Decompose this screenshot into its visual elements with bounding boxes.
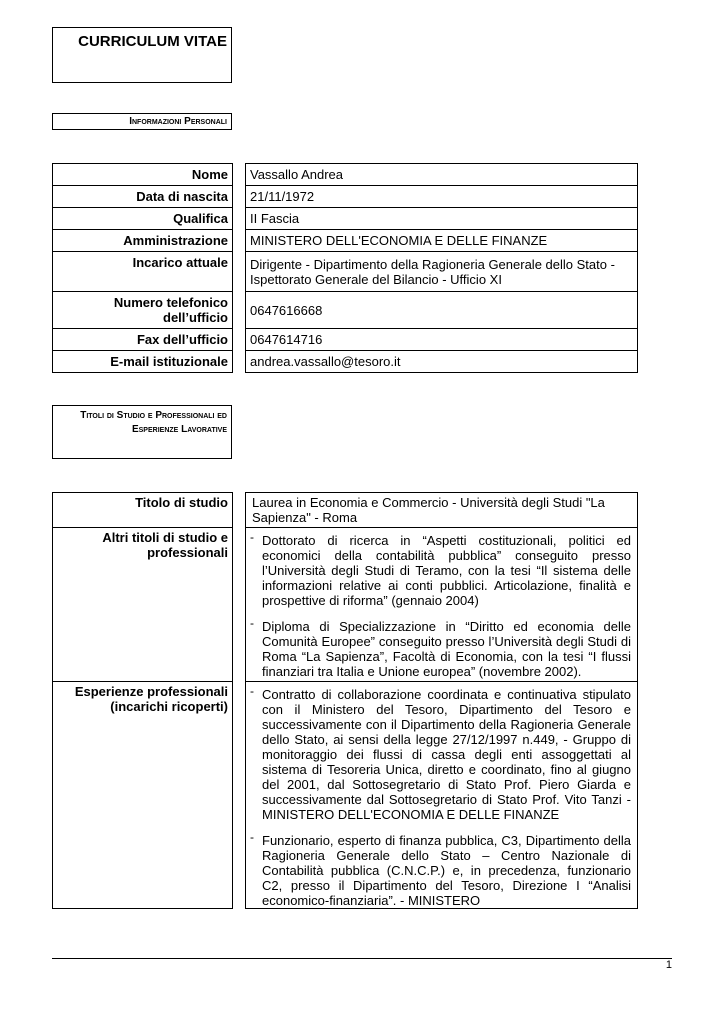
personal-row	[53, 164, 638, 186]
row-value	[246, 528, 638, 682]
section-heading-studies: Titoli di Studio e Professionali ed Esperienze Lavorative	[52, 405, 232, 459]
row-value: andrea.vassallo@tesoro.it	[246, 351, 638, 373]
row-label: Amministrazione	[53, 230, 233, 252]
personal-row	[53, 252, 638, 292]
row-label: Qualifica	[53, 208, 233, 230]
list-item: - Funzionario, esperto di finanza pubblica, C3, Dipartimento della Ragioneria Generale dello Stato – Centro Nazionale di Contabilità pubblica (C.N.C.P.) e, in precedenza, funzionario C2, presso il Dipartimento del Tesoro, Direzione I “Analisi economico-finanziaria”. - MINISTERO	[250, 830, 631, 908]
row-value: 0647614716	[246, 329, 638, 351]
row-label: Incarico attuale	[53, 252, 233, 292]
personal-row	[53, 329, 638, 351]
list-item: - Dottorato di ricerca in “Aspetti costituzionali, politici ed economici della contabilità pubblica” conseguito presso l’Università degli Studi di Teramo, con la tesi “Il sistema delle informazioni relative ai conti pubblici. Articolazione, finalità e prospettive di riforma” (gennaio 2004)	[250, 530, 631, 608]
section-heading-personal: Informazioni Personali	[52, 113, 232, 130]
studies-row-altri	[53, 528, 638, 682]
personal-row	[53, 208, 638, 230]
list-item: - Contratto di collaborazione coordinata e continuativa stipulato con il Ministero del Tesoro, Dipartimento del Tesoro e successivamente con il Dipartimento della Ragioneria Generale dello Stato, ai sensi della legge 27/12/1997 n.449, - Gruppo di monitoraggio dei flussi di cassa degli enti assoggettati al sistema di Tesoreria Unica, diretto e coordinato, fino al giugno del 2001, dal Sottosegretario di Stato Prof. Piero Giarda e successivamente dal Sottosegretario di Stato Prof. Vito Tanzi - MINISTERO DELL'ECONOMIA E DELLE FINANZE	[250, 684, 631, 822]
row-label: Nome	[53, 164, 233, 186]
row-label: E-mail istituzionale	[53, 351, 233, 373]
studies-row-esperienze	[53, 682, 638, 909]
row-value: Dirigente - Dipartimento della Ragioneria Generale dello Stato - Ispettorato Generale del Bilancio - Ufficio XI	[246, 252, 638, 292]
row-label: Fax dell’ufficio	[53, 329, 233, 351]
footer-divider	[52, 958, 672, 959]
personal-row	[53, 186, 638, 208]
personal-info-table	[52, 163, 638, 373]
row-value: MINISTERO DELL'ECONOMIA E DELLE FINANZE	[246, 230, 638, 252]
personal-row	[53, 351, 638, 373]
row-label: Altri titoli di studio e professionali	[53, 528, 233, 682]
row-label: Titolo di studio	[53, 493, 233, 528]
personal-row	[53, 292, 638, 329]
row-value: Vassallo Andrea	[246, 164, 638, 186]
page-number: 1	[665, 959, 672, 971]
studies-row-titolo	[53, 493, 638, 528]
row-value: 21/11/1972	[246, 186, 638, 208]
row-value: Laurea in Economia e Commercio - Università degli Studi "La Sapienza" - Roma	[246, 493, 638, 528]
row-label: Esperienze professionali (incarichi ricoperti)	[53, 682, 233, 909]
row-value: 0647616668	[246, 292, 638, 329]
row-value: II Fascia	[246, 208, 638, 230]
row-label: Data di nascita	[53, 186, 233, 208]
title-box	[52, 27, 232, 83]
personal-row	[53, 230, 638, 252]
row-label: Numero telefonico dell’ufficio	[53, 292, 233, 329]
row-value	[246, 682, 638, 909]
document-title: CURRICULUM VITAE	[78, 33, 227, 50]
list-item: - Diploma di Specializzazione in “Diritto ed economia delle Comunità Europee” conseguito presso l’Università degli Studi di Roma “La Sapienza”, Facoltà di Economia, con la tesi “I flussi finanziari tra Italia e Unione europea” (novembre 2002).	[250, 616, 631, 679]
studies-table	[52, 492, 638, 909]
